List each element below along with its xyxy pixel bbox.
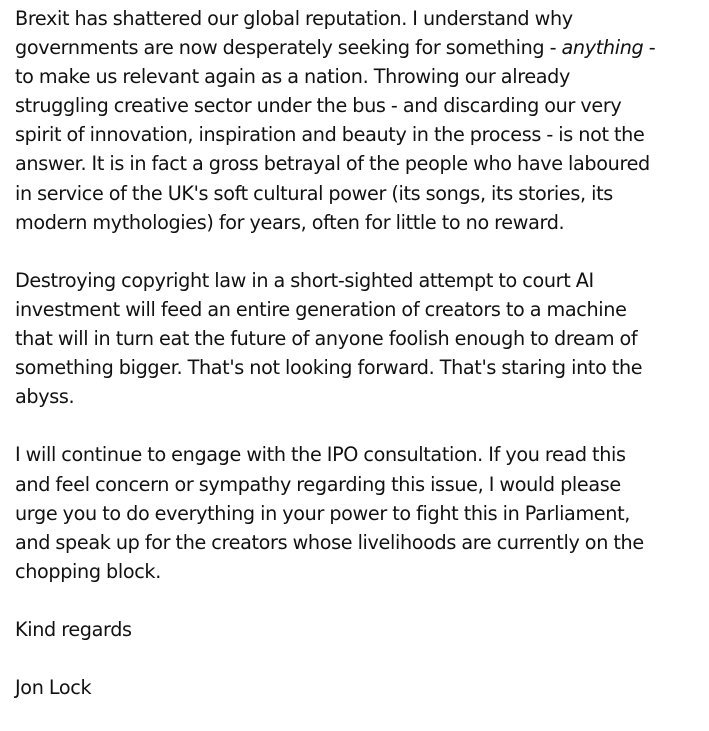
text-line: I will continue to engage with the IPO consultation. If you read this xyxy=(15,443,626,467)
letter-body xyxy=(15,4,695,731)
text-line: and speak up for the creators whose livelihoods are currently on the xyxy=(15,530,644,554)
text-line: Destroying copyright law in a short-sighted attempt to court AI xyxy=(15,268,594,292)
text-line: to make us relevant again as a nation. Throwing our already xyxy=(15,65,571,89)
text-line: modern mythologies) for years, often for little to no reward. xyxy=(15,210,565,234)
emphasized-word: anything xyxy=(561,36,644,60)
paragraph-copyright xyxy=(15,266,695,411)
text-line: investment will feed an entire generation of creators to a machine xyxy=(15,297,627,321)
signature xyxy=(15,673,695,702)
text-line: abyss. xyxy=(15,385,75,409)
text-line: and feel concern or sympathy regarding this issue, I would please xyxy=(15,472,621,496)
text-line: spirit of innovation, inspiration and beauty in the process - is not the xyxy=(15,123,645,147)
text-segment: - xyxy=(643,36,656,60)
text-line: Brexit has shattered our global reputation. I understand why xyxy=(15,7,573,30)
text-line: struggling creative sector under the bus - and discarding our very xyxy=(15,94,622,118)
text-line: chopping block. xyxy=(15,559,161,583)
text-line: in service of the UK's soft cultural power (its songs, its stories, its xyxy=(15,181,613,205)
text-segment: governments are now desperately seeking for something - xyxy=(15,36,562,60)
closing-text: Kind regards xyxy=(15,617,132,641)
text-line: that will in turn eat the future of anyone foolish enough to dream of xyxy=(15,327,638,351)
paragraph-brexit xyxy=(15,4,695,237)
closing xyxy=(15,615,695,644)
text-line: answer. It is in fact a gross betrayal of the people who have laboured xyxy=(15,152,650,176)
signature-name: Jon Lock xyxy=(15,676,92,700)
text-line: something bigger. That's not looking forward. That's staring into the xyxy=(15,356,643,380)
paragraph-consultation xyxy=(15,440,695,585)
text-line: urge you to do everything in your power to fight this in Parliament, xyxy=(15,501,630,525)
text-line xyxy=(15,33,695,62)
